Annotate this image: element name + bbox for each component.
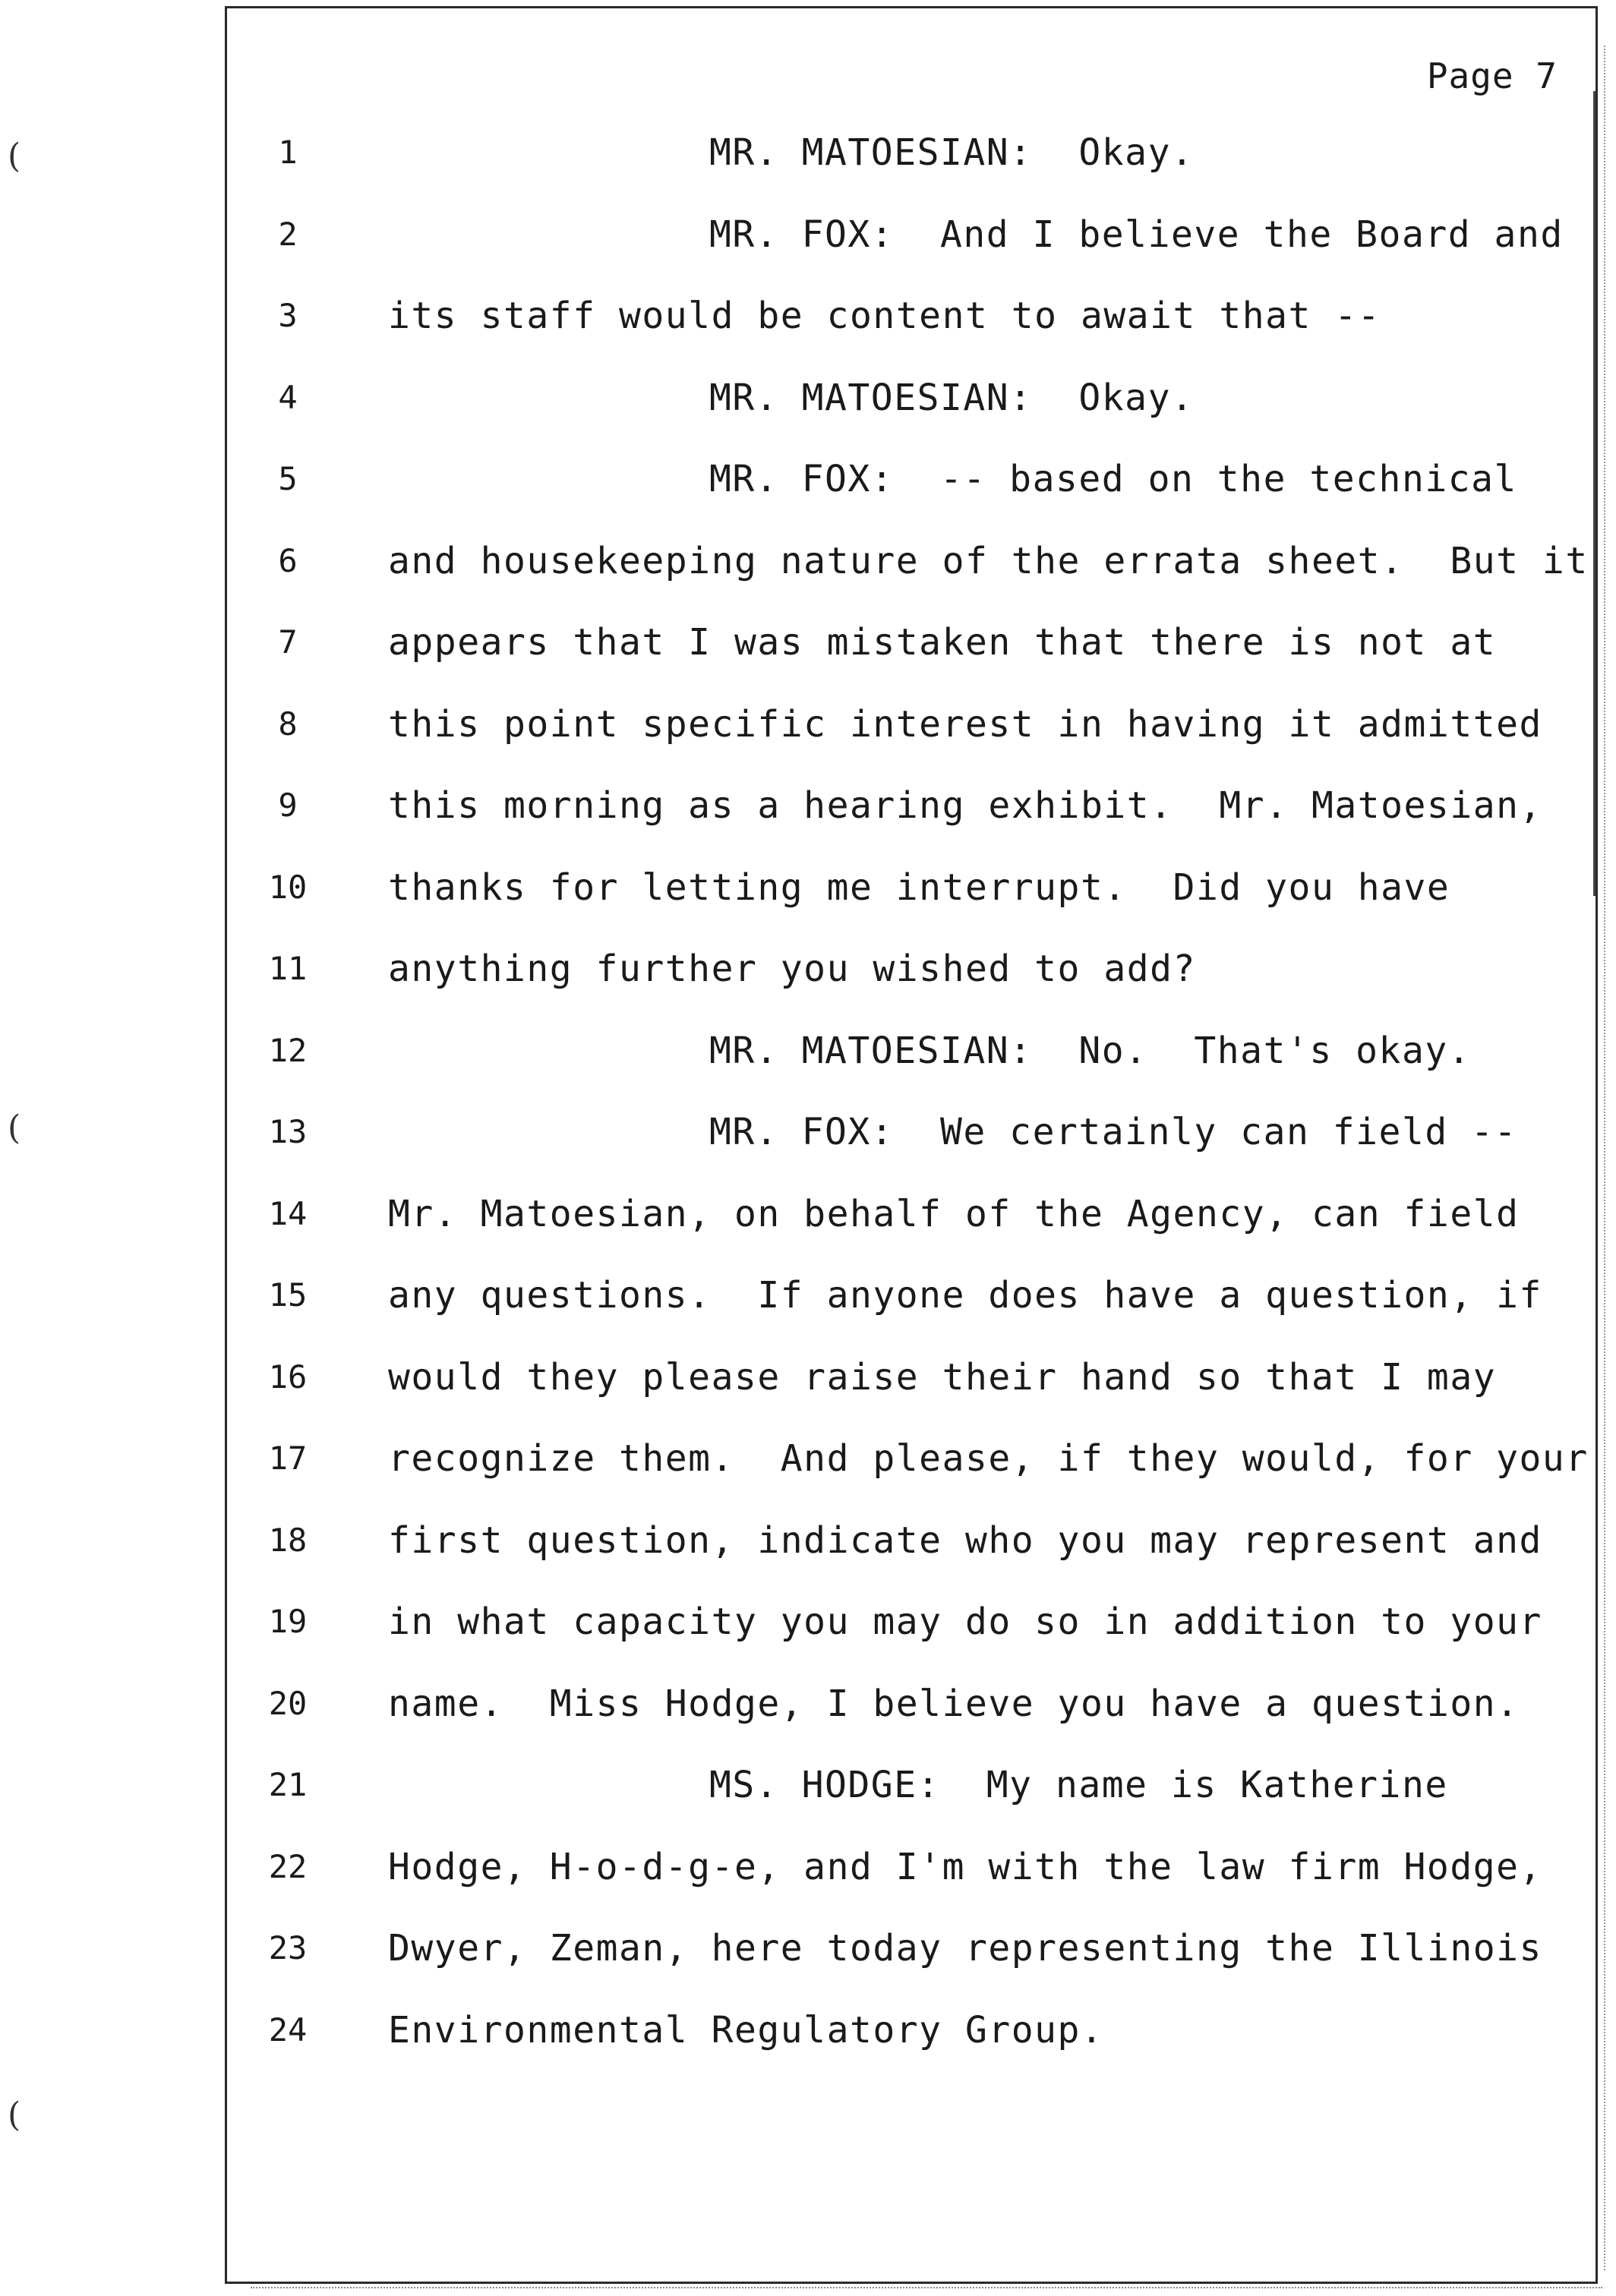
speaker-line-text: MR. MATOESIAN: Okay. bbox=[709, 131, 1195, 174]
transcript-line bbox=[227, 1761, 1595, 1842]
transcript-line bbox=[227, 781, 1595, 863]
line-number: 16 bbox=[268, 1358, 308, 1396]
line-number: 21 bbox=[268, 1766, 308, 1803]
line-number: 3 bbox=[278, 297, 298, 334]
line-number: 14 bbox=[268, 1194, 308, 1232]
line-number: 18 bbox=[268, 1521, 308, 1559]
line-text: Dwyer, Zeman, here today representing the Illinois bbox=[388, 1927, 1542, 1970]
line-text: anything further you wished to add? bbox=[388, 948, 1196, 990]
transcript-line bbox=[227, 1924, 1595, 2005]
line-number: 15 bbox=[268, 1276, 308, 1314]
transcript-line bbox=[227, 374, 1595, 455]
line-text: name. Miss Hodge, I believe you have a question. bbox=[388, 1682, 1520, 1725]
line-number: 12 bbox=[268, 1031, 308, 1069]
line-number: 10 bbox=[268, 868, 308, 906]
line-text: its staff would be content to await that -- bbox=[388, 295, 1381, 337]
line-text: Mr. Matoesian, on behalf of the Agency, can field bbox=[388, 1192, 1520, 1235]
binding-mark-top: ( bbox=[8, 137, 21, 175]
line-number: 19 bbox=[268, 1603, 308, 1640]
transcript-line bbox=[227, 1679, 1595, 1761]
line-number: 4 bbox=[278, 378, 298, 416]
transcript-line bbox=[227, 128, 1595, 210]
line-number: 2 bbox=[278, 215, 298, 253]
speaker-line-text: MR. FOX: We certainly can field -- bbox=[709, 1111, 1517, 1153]
transcript-line bbox=[227, 292, 1595, 373]
line-text: this point specific interest in having it admitted bbox=[388, 702, 1542, 746]
line-number: 22 bbox=[268, 1847, 308, 1885]
transcript-line bbox=[227, 863, 1595, 945]
transcript-line bbox=[227, 700, 1595, 781]
line-number: 11 bbox=[268, 950, 308, 987]
transcript-line bbox=[227, 537, 1595, 618]
scan-bottom-texture bbox=[251, 2287, 1602, 2293]
transcript-line bbox=[227, 1516, 1595, 1597]
scan-edge-texture bbox=[1604, 46, 1614, 2270]
line-text: first question, indicate who you may represent and bbox=[388, 1519, 1542, 1562]
transcript-line bbox=[227, 455, 1595, 536]
speaker-line-text: MR. MATOESIAN: No. That's okay. bbox=[709, 1029, 1472, 1072]
transcript-line bbox=[227, 1190, 1595, 1271]
transcript-line bbox=[227, 1271, 1595, 1352]
line-text: Environmental Regulatory Group. bbox=[388, 2008, 1104, 2052]
line-number: 9 bbox=[278, 787, 298, 824]
line-text: appears that I was mistaken that there is not at bbox=[388, 621, 1497, 664]
transcript-line bbox=[227, 1434, 1595, 1515]
line-text: in what capacity you may do so in addition to your bbox=[388, 1601, 1542, 1643]
transcript-body bbox=[227, 8, 1595, 2282]
transcript-page bbox=[225, 6, 1598, 2284]
line-number: 20 bbox=[268, 1684, 308, 1722]
speaker-line-text: MR. MATOESIAN: Okay. bbox=[709, 376, 1195, 419]
speaker-line-text: MR. FOX: And I believe the Board and bbox=[709, 213, 1564, 256]
transcript-line bbox=[227, 1027, 1595, 1108]
speaker-line-text: MS. HODGE: My name is Katherine bbox=[709, 1764, 1448, 1806]
transcript-line bbox=[227, 2006, 1595, 2087]
line-text: Hodge, H-o-d-g-e, and I'm with the law firm Hodge, bbox=[388, 1845, 1542, 1888]
line-number: 24 bbox=[268, 2011, 308, 2048]
line-number: 6 bbox=[278, 541, 298, 579]
binding-mark-middle: ( bbox=[8, 1109, 21, 1147]
line-number: 13 bbox=[268, 1113, 308, 1150]
page-number: Page 7 bbox=[1426, 55, 1558, 96]
line-number: 7 bbox=[278, 623, 298, 661]
line-number: 5 bbox=[278, 460, 298, 497]
line-number: 8 bbox=[278, 705, 298, 743]
transcript-line bbox=[227, 945, 1595, 1026]
line-number: 17 bbox=[268, 1440, 308, 1477]
speaker-line-text: MR. FOX: -- based on the technical bbox=[709, 458, 1517, 500]
line-number: 23 bbox=[268, 1929, 308, 1966]
binding-mark-bottom: ( bbox=[8, 2096, 21, 2134]
transcript-line bbox=[227, 1353, 1595, 1434]
line-text: would they please raise their hand so that I may bbox=[388, 1355, 1497, 1399]
line-text: this morning as a hearing exhibit. Mr. Matoesian, bbox=[388, 784, 1542, 827]
margin-rule bbox=[1593, 91, 1595, 896]
line-text: any questions. If anyone does have a question, if bbox=[388, 1274, 1542, 1317]
line-text: recognize them. And please, if they would, for your bbox=[388, 1437, 1589, 1480]
transcript-line bbox=[227, 210, 1595, 292]
transcript-line bbox=[227, 618, 1595, 699]
transcript-line bbox=[227, 1108, 1595, 1189]
line-number: 1 bbox=[278, 134, 298, 171]
transcript-line bbox=[227, 1843, 1595, 1924]
transcript-line bbox=[227, 1597, 1595, 1679]
line-text: thanks for letting me interrupt. Did you have bbox=[388, 866, 1450, 909]
line-text: and housekeeping nature of the errata sheet. But it bbox=[388, 539, 1589, 582]
